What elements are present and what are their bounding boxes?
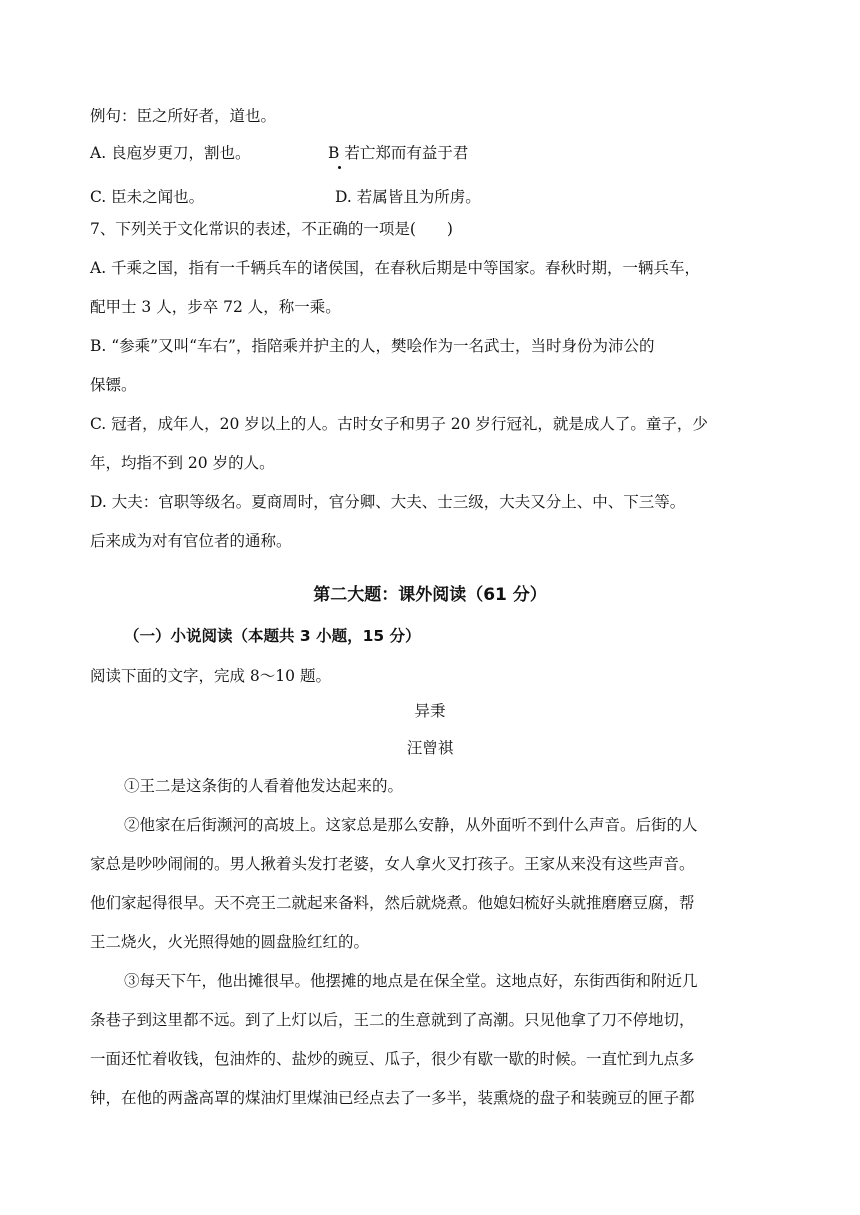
q6-option-d: D. 若属皆且为所虏。 <box>335 188 481 206</box>
story-title: 异秉 <box>414 702 446 720</box>
q7-option-d-line2: 后来成为对有官位者的通称。 <box>90 532 292 550</box>
q6-option-a: A. 良庖岁更刀，割也。 <box>90 144 251 162</box>
example-sentence: 例句：臣之所好者，道也。 <box>90 107 277 125</box>
section-title: 第二大题：课外阅读（61 分） <box>313 585 547 605</box>
paragraph-3-line4: 钟，在他的两盏高罩的煤油灯里煤油已经点去了一多半，装熏烧的盘子和装豌豆的匣子都 <box>90 1089 695 1107</box>
q6-option-c: C. 臣未之闻也。 <box>90 188 205 206</box>
q7-option-b-line2: 保镖。 <box>90 376 137 394</box>
q7-option-c-line1: C. 冠者，成年人，20 岁以上的人。古时女子和男子 20 岁行冠礼，就是成人了。童子，少 <box>90 415 708 433</box>
q7-option-d-line1: D. 大夫：官职等级名。夏商周时，官分卿、大夫、士三级，大夫又分上、中、下三等。 <box>90 493 686 511</box>
paragraph-3-line1: ③每天下午，他出摊很早。他摆摊的地点是在保全堂。这地点好，东街西街和附近几 <box>124 972 698 990</box>
story-author: 汪曾祺 <box>406 739 454 757</box>
paragraph-3-line3: 一面还忙着收钱，包油炸的、盐炒的豌豆、瓜子，很少有歇一歇的时候。一直忙到九点多 <box>90 1050 695 1068</box>
q7-option-c-line2: 年，均指不到 20 岁的人。 <box>90 454 275 472</box>
paragraph-2-line4: 王二烧火，火光照得她的圆盘脸红红的。 <box>90 933 370 951</box>
paragraph-1: ①王二是这条街的人看着他发达起来的。 <box>124 777 404 795</box>
paragraph-2-line3: 他们家起得很早。天不亮王二就起来备料，然后就烧煮。他媳妇梳好头就推磨磨豆腐，帮 <box>90 894 695 912</box>
paragraph-2-line2: 家总是吵吵闹闹的。男人揪着头发打老婆，女人拿火叉打孩子。王家从来没有这些声音。 <box>90 855 695 873</box>
q7-stem: 7、下列关于文化常识的表述，不正确的一项是( ) <box>90 220 453 238</box>
q7-option-a-line2: 配甲士 3 人，步卒 72 人，称一乘。 <box>90 298 341 316</box>
paragraph-2-line1: ②他家在后街濒河的高坡上。这家总是那么安静，从外面听不到什么声音。后街的人 <box>124 816 698 834</box>
reading-instruction: 阅读下面的文字，完成 8～10 题。 <box>90 667 331 685</box>
paragraph-3-line2: 条巷子到这里都不远。到了上灯以后，王二的生意就到了高潮。只见他拿了刀不停地切， <box>90 1011 695 1029</box>
subsection-title: （一）小说阅读（本题共 3 小题，15 分） <box>124 627 421 645</box>
q7-option-b-line1: B. “参乘”又叫“车右”，指陪乘并护主的人，樊哙作为一名武士，当时身份为沛公的 <box>90 337 655 355</box>
q6-option-b: B 若亡郑而有益于君 <box>328 144 469 162</box>
q7-option-a-line1: A. 千乘之国，指有一千辆兵车的诸侯国，在春秋后期是中等国家。春秋时期，一辆兵车， <box>90 259 701 277</box>
emphasis-dot <box>338 166 341 169</box>
